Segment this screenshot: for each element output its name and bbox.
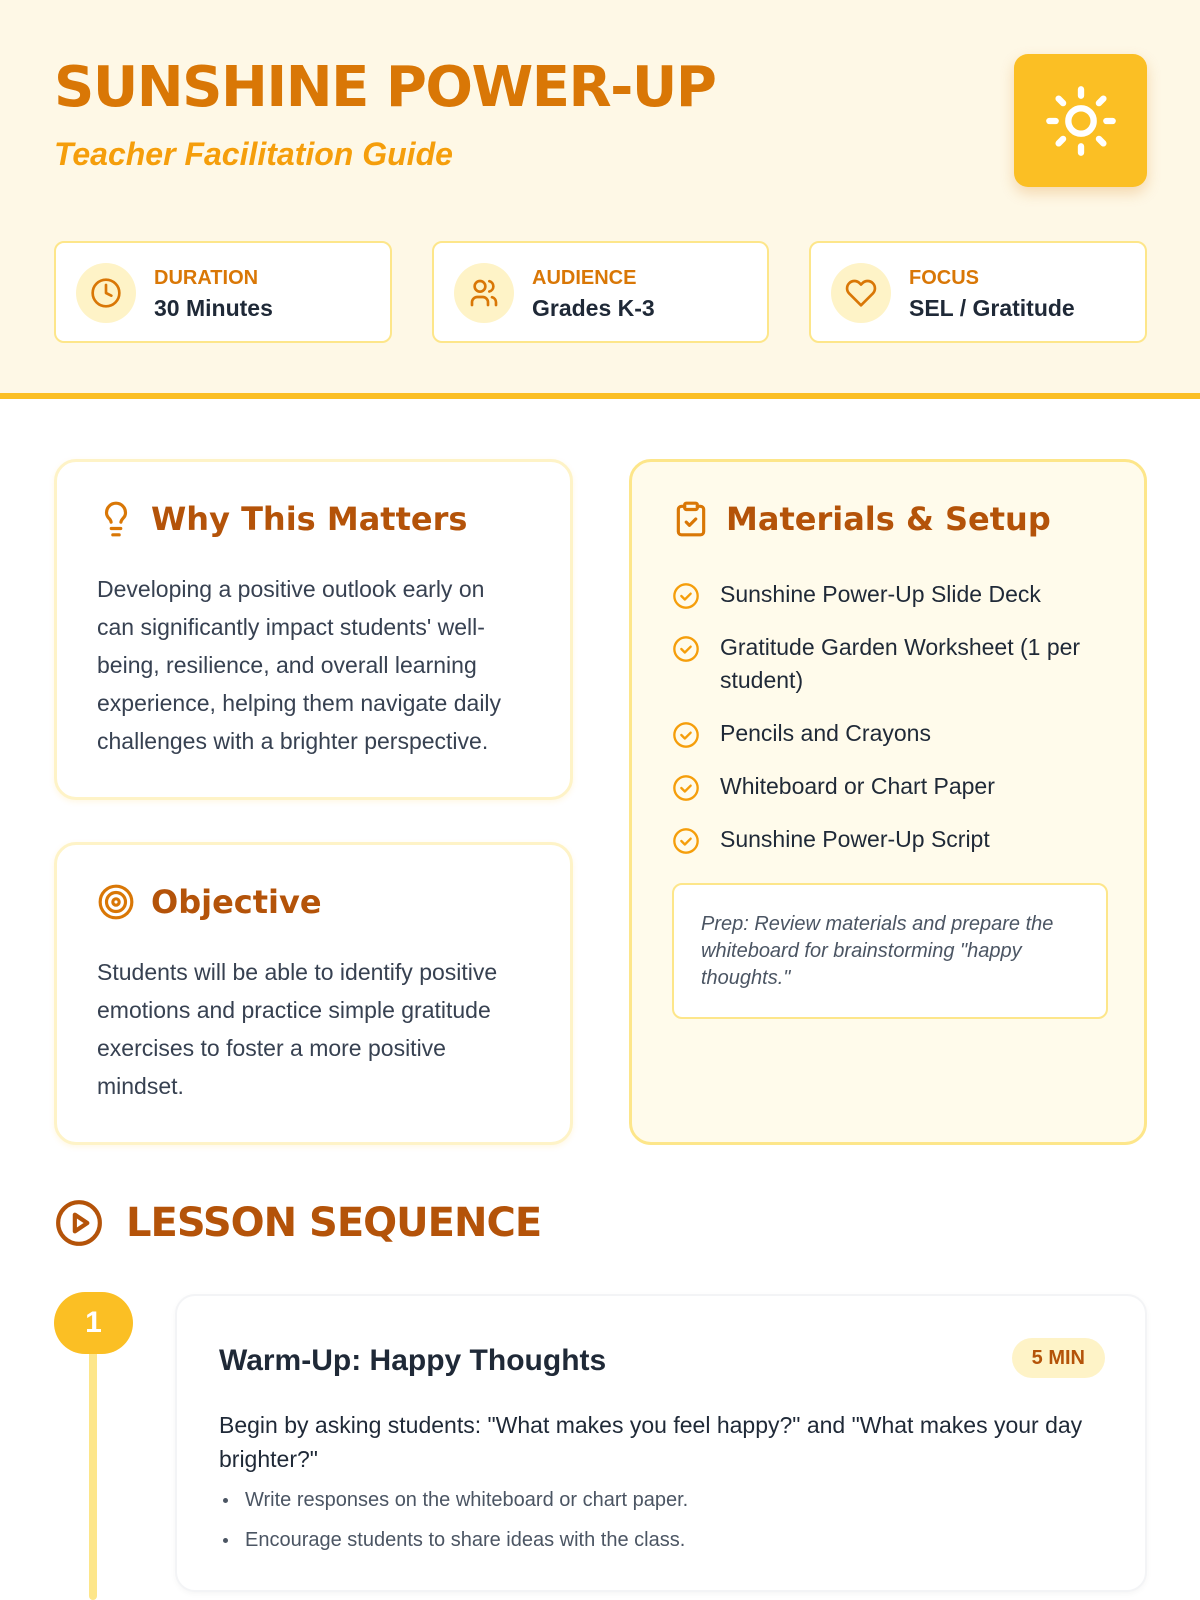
materials-item bbox=[672, 823, 1112, 856]
lightbulb-icon bbox=[97, 500, 135, 538]
lesson-sequence-title: LESSON SEQUENCE bbox=[126, 1200, 542, 1246]
meta-card-audience bbox=[432, 241, 769, 343]
materials-card bbox=[629, 459, 1147, 1145]
meta-value: Grades K-3 bbox=[532, 295, 655, 321]
objective-card-header bbox=[97, 883, 322, 921]
objective-card bbox=[54, 842, 573, 1145]
check-circle-icon bbox=[672, 635, 700, 663]
page-title: SUNSHINE POWER-UP bbox=[54, 55, 716, 120]
clock-icon-wrap bbox=[76, 263, 136, 323]
materials-card-header bbox=[672, 500, 1051, 538]
check-circle-icon bbox=[672, 721, 700, 749]
materials-item bbox=[672, 578, 1112, 611]
step-bullet: Write responses on the whiteboard or chart paper. bbox=[219, 1480, 688, 1520]
meta-label: DURATION bbox=[154, 267, 259, 289]
step-number: 1 bbox=[54, 1292, 133, 1354]
materials-item-label: Whiteboard or Chart Paper bbox=[720, 773, 995, 799]
clipboard-check-icon bbox=[672, 500, 710, 538]
step-card bbox=[175, 1294, 1147, 1592]
why-body: Developing a positive outlook early on can significantly impact students' well-being, resilience, and overall learning experience, helping them navigate daily challenges with a brighter perspective. bbox=[97, 576, 502, 754]
materials-list bbox=[672, 578, 1112, 876]
meta-card-duration bbox=[54, 241, 392, 343]
lesson-sequence-header bbox=[54, 1198, 541, 1248]
materials-item-label: Sunshine Power-Up Slide Deck bbox=[720, 581, 1041, 607]
step-duration-badge: 5 MIN bbox=[1012, 1338, 1105, 1378]
users-icon bbox=[468, 277, 500, 309]
objective-body: Students will be able to identify positive emotions and practice simple gratitude exercises to foster a more positive mindset. bbox=[97, 959, 498, 1099]
materials-item bbox=[672, 631, 1112, 697]
sun-icon bbox=[1043, 83, 1119, 159]
prep-note: Prep: Review materials and prepare the whiteboard for brainstorming "happy thoughts." bbox=[672, 883, 1108, 1019]
meta-label: FOCUS bbox=[909, 267, 979, 289]
step-bullet-list bbox=[219, 1480, 688, 1560]
page-header bbox=[0, 0, 1200, 399]
users-icon-wrap bbox=[454, 263, 514, 323]
play-circle-icon bbox=[54, 1198, 104, 1248]
why-title: Why This Matters bbox=[151, 500, 468, 538]
meta-label: AUDIENCE bbox=[532, 267, 637, 289]
materials-item bbox=[672, 717, 1112, 750]
why-card-header bbox=[97, 500, 467, 538]
materials-item-label: Gratitude Garden Worksheet (1 per student) bbox=[720, 634, 1081, 693]
materials-item-label: Pencils and Crayons bbox=[720, 720, 931, 746]
page-subtitle: Teacher Facilitation Guide bbox=[54, 136, 453, 172]
check-circle-icon bbox=[672, 774, 700, 802]
materials-item bbox=[672, 770, 1112, 803]
step-description: Begin by asking students: "What makes you feel happy?" and "What makes your day brighter?" bbox=[219, 1412, 1083, 1472]
meta-value: SEL / Gratitude bbox=[909, 295, 1075, 321]
step-bullet: Encourage students to share ideas with the class. bbox=[219, 1520, 688, 1560]
heart-icon-wrap bbox=[831, 263, 891, 323]
materials-title: Materials & Setup bbox=[726, 500, 1051, 538]
check-circle-icon bbox=[672, 827, 700, 855]
why-card bbox=[54, 459, 573, 800]
clock-icon bbox=[90, 277, 122, 309]
check-circle-icon bbox=[672, 582, 700, 610]
target-icon bbox=[97, 883, 135, 921]
sun-badge bbox=[1014, 54, 1147, 187]
meta-value: 30 Minutes bbox=[154, 295, 273, 321]
objective-title: Objective bbox=[151, 883, 322, 921]
materials-item-label: Sunshine Power-Up Script bbox=[720, 826, 990, 852]
timeline-line bbox=[89, 1320, 97, 1600]
meta-card-focus bbox=[809, 241, 1147, 343]
step-title: Warm-Up: Happy Thoughts bbox=[219, 1344, 607, 1377]
heart-icon bbox=[845, 277, 877, 309]
